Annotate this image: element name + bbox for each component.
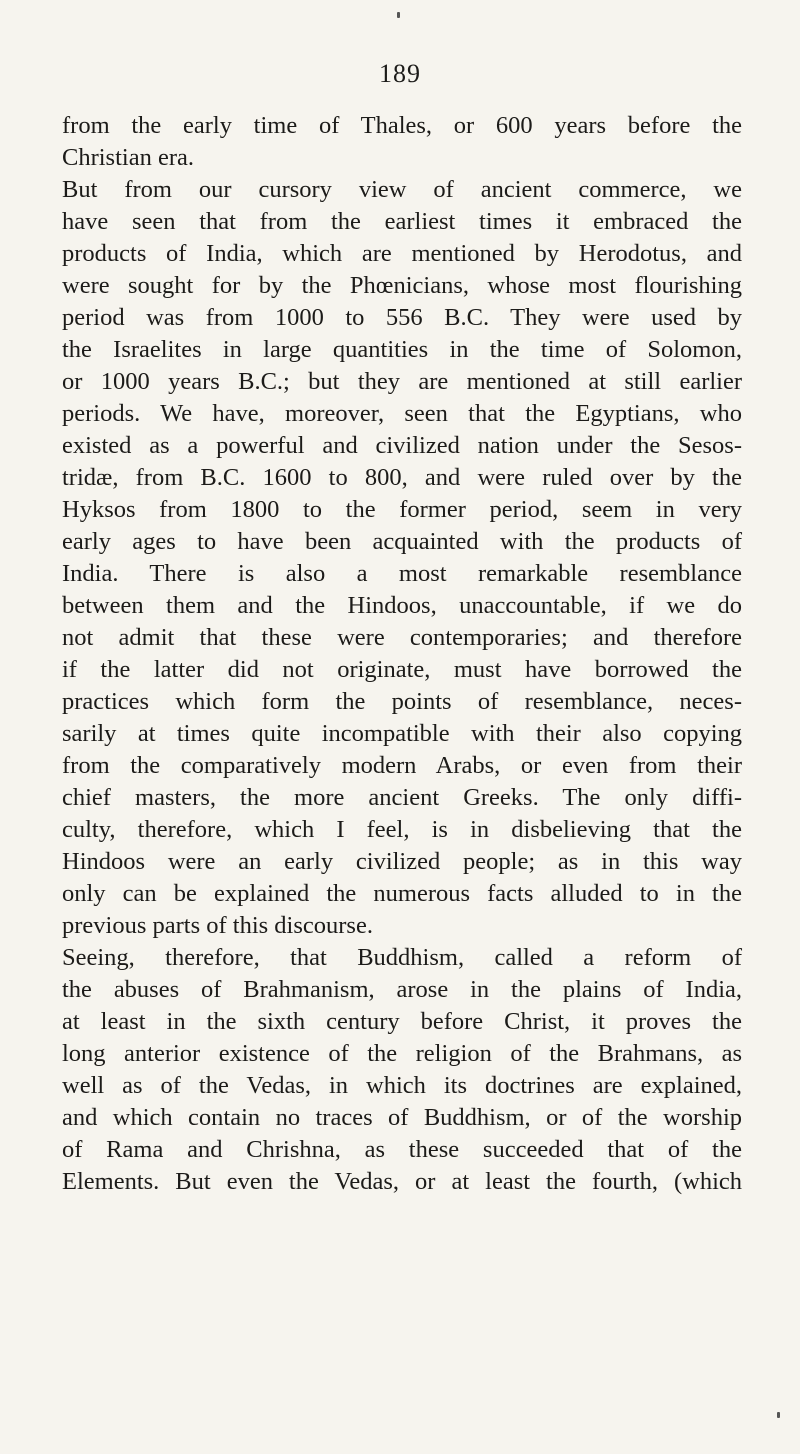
text-line: Seeing, therefore, that Buddhism, called a reform of [62, 944, 742, 971]
text-line: at least in the sixth century before Christ, it proves the [62, 1008, 742, 1035]
text-line: existed as a powerful and civilized nation under the Sesos- [62, 432, 742, 459]
text-line: of Rama and Chrishna, as these succeeded that of the [62, 1136, 742, 1163]
print-speck [397, 12, 400, 18]
text-line: India. There is also a most remarkable resemblance [62, 560, 742, 587]
text-line: Elements. But even the Vedas, or at least the fourth, (which [62, 1168, 742, 1195]
text-line: chief masters, the more ancient Greeks. The only diffi- [62, 784, 742, 811]
text-line: or 1000 years B.C.; but they are mentioned at still earlier [62, 368, 742, 395]
text-line: periods. We have, moreover, seen that the Egyptians, who [62, 400, 742, 427]
text-line: culty, therefore, which I feel, is in disbelieving that the [62, 816, 742, 843]
text-line: the Israelites in large quantities in the time of Solomon, [62, 336, 742, 363]
text-line: Christian era. [62, 144, 194, 171]
text-line: Hindoos were an early civilized people; as in this way [62, 848, 742, 875]
text-line: tridæ, from B.C. 1600 to 800, and were ruled over by the [62, 464, 742, 491]
text-line: well as of the Vedas, in which its doctrines are explained, [62, 1072, 742, 1099]
text-line: the abuses of Brahmanism, arose in the plains of India, [62, 976, 742, 1003]
text-line: between them and the Hindoos, unaccountable, if we do [62, 592, 742, 619]
text-line: practices which form the points of resemblance, neces- [62, 688, 742, 715]
text-line: only can be explained the numerous facts alluded to in the [62, 880, 742, 907]
text-line: and which contain no traces of Buddhism, or of the worship [62, 1104, 742, 1131]
text-line: if the latter did not originate, must have borrowed the [62, 656, 742, 683]
text-line: not admit that these were contemporaries; and therefore [62, 624, 742, 651]
text-line: previous parts of this discourse. [62, 912, 373, 939]
page-number: 189 [379, 59, 421, 88]
text-line: early ages to have been acquainted with the products of [62, 528, 742, 555]
text-line: long anterior existence of the religion of the Brahmans, as [62, 1040, 742, 1067]
text-line: But from our cursory view of ancient commerce, we [62, 176, 742, 203]
text-line: from the early time of Thales, or 600 years before the [62, 112, 742, 139]
text-line: from the comparatively modern Arabs, or even from their [62, 752, 742, 779]
text-line: period was from 1000 to 556 B.C. They were used by [62, 304, 742, 331]
text-line: Hyksos from 1800 to the former period, seem in very [62, 496, 742, 523]
text-line: sarily at times quite incompatible with their also copying [62, 720, 742, 747]
print-speck [777, 1412, 780, 1418]
text-line: were sought for by the Phœnicians, whose most flourishing [62, 272, 742, 299]
text-line: have seen that from the earliest times it embraced the [62, 208, 742, 235]
text-line: products of India, which are mentioned by Herodotus, and [62, 240, 742, 267]
